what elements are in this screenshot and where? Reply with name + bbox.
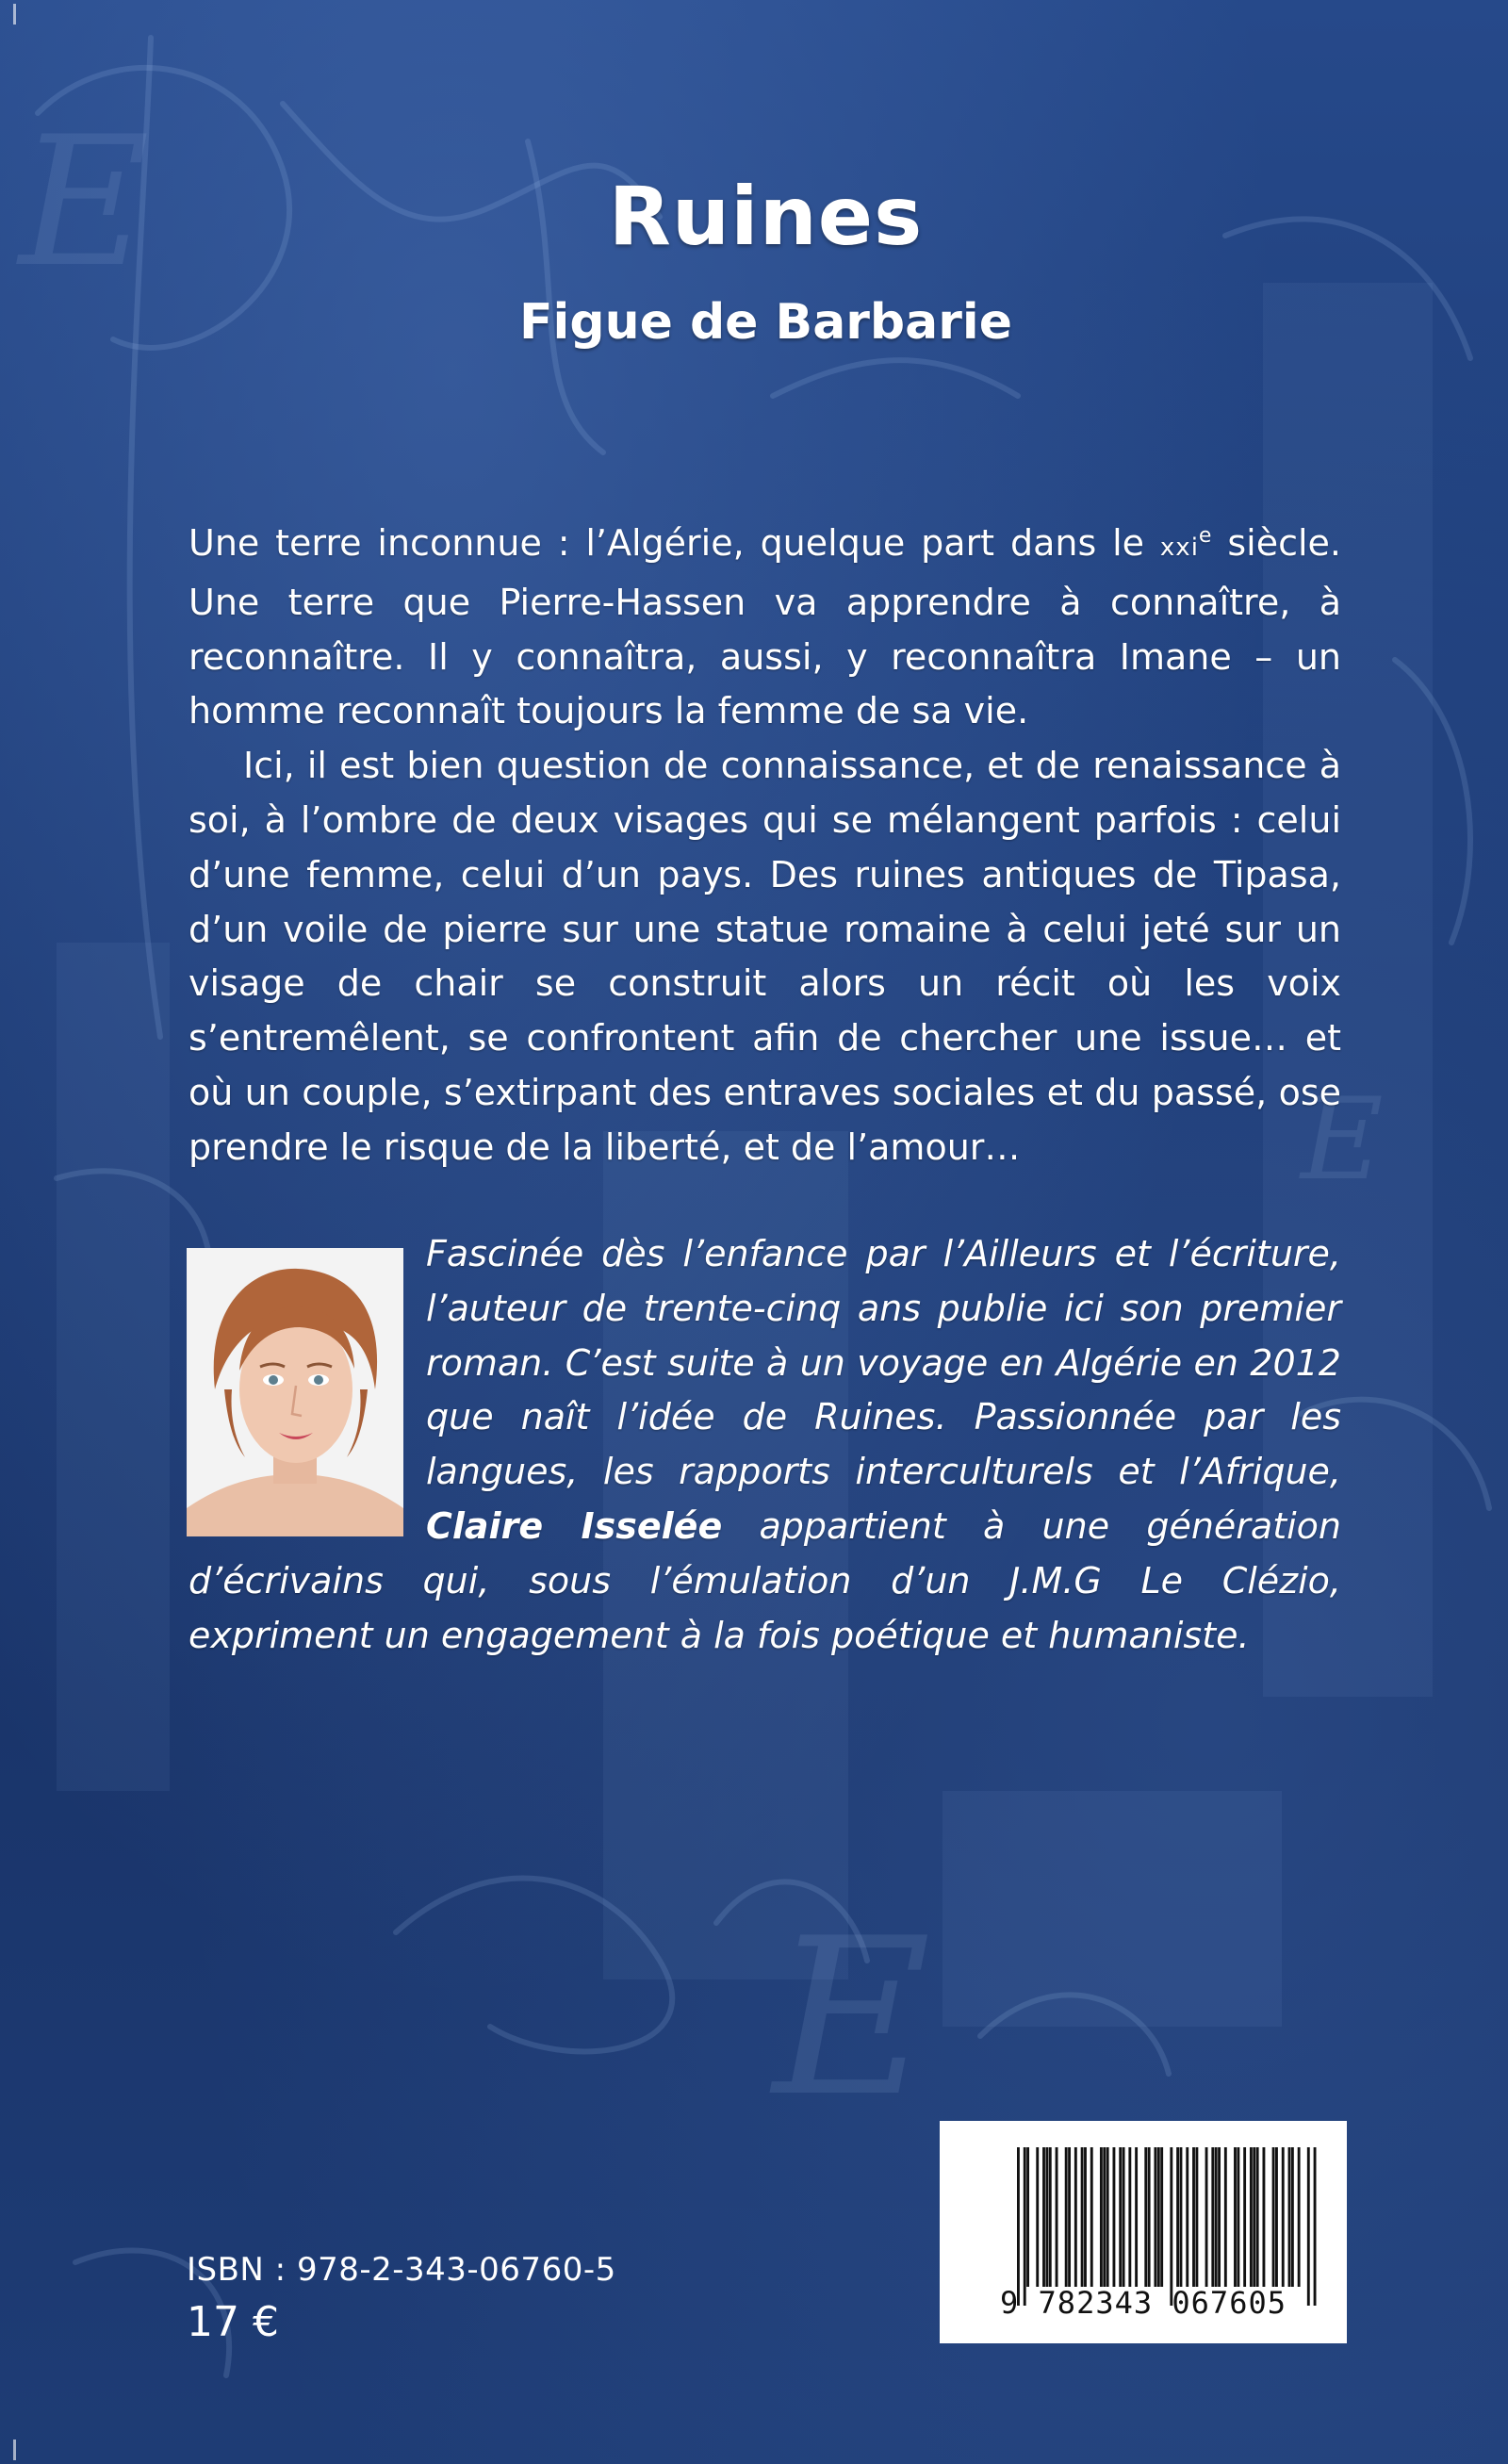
barcode-bar <box>1282 2147 1285 2287</box>
barcode-bar <box>1186 2147 1188 2287</box>
barcode-bar <box>1148 2147 1151 2287</box>
svg-text:E: E <box>19 98 150 306</box>
synopsis-paragraph-2: Ici, il est bien question de connaissance, et de renaissance à soi, à l’ombre de deux visages qui se mélangent parfois : celui d’une femme, celui d’un pays. Des ruines antiques de Tipasa, d’un voile de pierre sur une statue romaine à celui jeté sur un visage de chair se construit alors un récit où les voix s’entremêlent, se confrontent afin de chercher une issue… et où un couple, s’extirpant des entraves sociales et du passé, ose prendre le risque de la liberté, et de l’amour… <box>188 745 1341 1168</box>
barcode-bar <box>1176 2147 1179 2287</box>
barcode-bar <box>1243 2147 1246 2287</box>
barcode-bar <box>1234 2147 1237 2287</box>
barcode-bar <box>1275 2147 1278 2287</box>
author-name: Claire Isselée <box>426 1504 723 1547</box>
barcode-bar <box>1128 2147 1131 2287</box>
barcode-bar <box>1090 2147 1093 2287</box>
barcode-bar <box>1218 2147 1221 2287</box>
barcode-bar <box>1100 2147 1103 2287</box>
barcode-bar <box>1272 2147 1275 2287</box>
barcode-bar <box>1144 2147 1147 2287</box>
barcode-bar <box>1298 2147 1301 2287</box>
barcode-bar <box>1307 2147 1310 2306</box>
barcode-bar <box>1195 2147 1198 2287</box>
barcode-bar <box>1154 2147 1156 2287</box>
barcode-bar <box>1049 2147 1052 2287</box>
bio-text: Fascinée dès l’enfance par l’Ailleurs et l’écriture, l’auteur de trente-cinq ans publie ici son premier roman. C’est suite à un voyage en Algérie en 2012 que naît l’idée de Ruines. Passionnée par les langues, les rapports interculturels et l’Afrique, <box>426 1233 1341 1493</box>
barcode-bar <box>1250 2147 1253 2287</box>
synopsis-text: Une terre inconnue : l’Algérie, quelque part dans le <box>188 522 1160 564</box>
barcode-bar <box>1288 2147 1291 2287</box>
barcode-bar <box>1291 2147 1294 2287</box>
book-title: Ruines <box>608 170 924 264</box>
svg-text:E: E <box>773 1893 931 2144</box>
barcode-bar <box>1123 2147 1125 2287</box>
synopsis-paragraph-1 <box>188 517 1341 739</box>
bio-text: appartient à une génération d’écrivains qui, sous l’émulation d’un J.M.G Le Clézio, expriment un engagement à la fois poétique et humaniste. <box>188 1504 1341 1656</box>
synopsis-text: siècle. Une terre que Pierre-Hassen va apprendre à connaître, à reconnaître. Il y connaîtra, aussi, y reconnaîtra Imane – un homme reconnaît toujours la femme de sa vie. <box>188 522 1341 732</box>
crop-mark <box>13 4 16 25</box>
barcode-bar <box>1237 2147 1239 2287</box>
barcode-bar <box>1170 2147 1172 2306</box>
barcode-digits: 9 782343 067605 <box>1000 2285 1287 2321</box>
barcode-bar <box>1045 2147 1048 2287</box>
barcode <box>940 2121 1347 2343</box>
barcode-bar <box>1074 2147 1077 2287</box>
isbn: ISBN : 978-2-343-06760-5 <box>187 2251 616 2289</box>
barcode-bar <box>1160 2147 1163 2287</box>
barcode-bar <box>1026 2147 1029 2287</box>
barcode-bar <box>1215 2147 1218 2287</box>
author-portrait-image <box>187 1248 403 1536</box>
century-superscript: e <box>1198 524 1212 548</box>
barcode-bar <box>1106 2147 1109 2287</box>
barcode-bar <box>1262 2147 1265 2287</box>
barcode-bar <box>1065 2147 1068 2287</box>
synopsis <box>188 517 1341 1175</box>
barcode-bar <box>1157 2147 1160 2287</box>
barcode-bar <box>1205 2147 1208 2287</box>
barcode-bar <box>1224 2147 1227 2287</box>
barcode-bar <box>1112 2147 1115 2287</box>
svg-text:E: E <box>1301 1075 1384 1206</box>
price: 17 € <box>187 2298 279 2346</box>
book-subtitle: Figue de Barbarie <box>519 294 1012 351</box>
barcode-bar <box>1103 2147 1106 2287</box>
barcode-bar <box>1256 2147 1259 2287</box>
barcode-bar <box>1036 2147 1039 2287</box>
barcode-bar <box>1056 2147 1058 2287</box>
barcode-bar <box>1211 2147 1214 2287</box>
barcode-bar <box>1024 2147 1026 2306</box>
barcode-bar <box>1068 2147 1071 2287</box>
barcode-bar <box>1042 2147 1045 2287</box>
barcode-bar <box>1081 2147 1084 2287</box>
barcode-bar <box>1192 2147 1195 2287</box>
barcode-bar <box>1017 2147 1020 2306</box>
author-photo <box>187 1248 403 1536</box>
barcode-bar <box>1180 2147 1183 2287</box>
barcode-bar <box>1314 2147 1317 2306</box>
barcode-bar <box>1119 2147 1122 2287</box>
barcode-bar <box>1253 2147 1255 2287</box>
century-roman: xxi <box>1159 534 1199 562</box>
barcode-bar <box>1084 2147 1087 2287</box>
crop-mark <box>13 2439 16 2460</box>
barcode-bar <box>1135 2147 1138 2287</box>
